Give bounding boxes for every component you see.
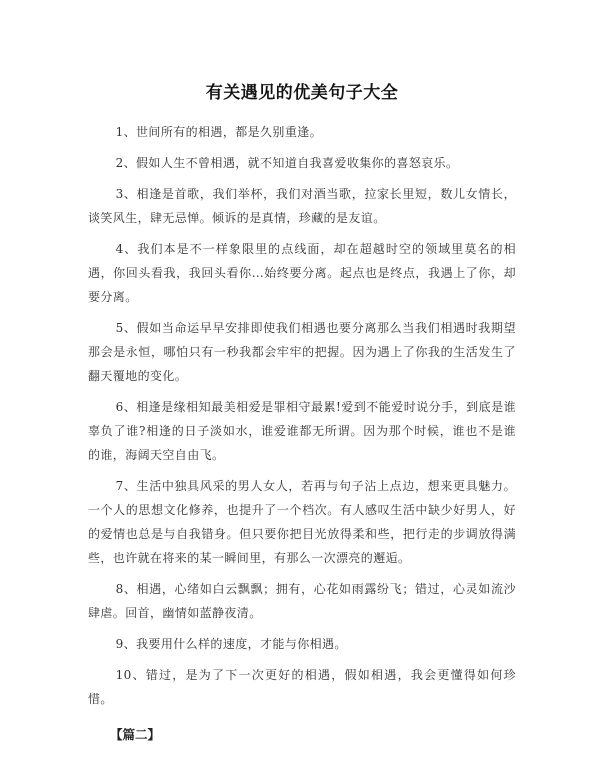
paragraph-10: 10、错过，是为了下一次更好的相遇，假如相遇，我会更懂得如何珍惜。 (88, 668, 516, 706)
paragraph-5: 5、假如当命运早早安排即使我们相遇也要分离那么当我们相遇时我期望那会是永恒，哪怕只有一秒我都会牢牢的把握。因为遇上了你我的生活发生了翻天覆地的变化。 (88, 321, 516, 383)
paragraph-1: 1、世间所有的相遇，都是久别重逢。 (115, 125, 323, 139)
paragraph-8: 8、相遇，心绪如白云飘飘；拥有，心花如雨露纷飞；错过，心灵如流沙肆虐。回首，幽情如蓝静夜清。 (88, 582, 516, 620)
document-title: 有关遇见的优美句子大全 (205, 83, 399, 103)
paragraph-4: 4、我们本是不一样象限里的点线面，却在超越时空的领域里莫名的相遇，你回头看我，我回头看你…始终要分离。起点也是终点，我遇上了你，却要分离。 (88, 242, 516, 304)
paragraph-7: 7、生活中独具风采的男人女人，若再与句子沾上点边，想来更具魅力。一个人的思想文化修养，也提升了一个档次。有人感叹生活中缺少好男人，好的爱情也总是与自我错身。但只要你把目光放得柔和些，把行走的步调放得满些，也许就在将来的某一瞬间里，有那么一次漂亮的邂逅。 (88, 479, 516, 565)
paragraph-3: 3、相逢是首歌，我们举杯，我们对酒当歌，拉家长里短，数儿女情长，谈笑风生，肆无忌惮。倾诉的是真情，珍藏的是友谊。 (88, 187, 516, 225)
section-heading: 【篇二】 (110, 727, 161, 742)
paragraph-9: 9、我要用什么样的速度，才能与你相遇。 (115, 637, 347, 651)
paragraph-2: 2、假如人生不曾相遇，就不知道自我喜爱收集你的喜怒哀乐。 (115, 156, 459, 170)
paragraph-6: 6、相逢是缘相知最美相爱是罪相守最累!爱到不能爱时说分手，到底是谁辜负了谁?相逢的日子淡如水，谁爱谁都无所谓。因为那个时候，谁也不是谁的谁，海阔天空自由飞。 (88, 400, 516, 462)
